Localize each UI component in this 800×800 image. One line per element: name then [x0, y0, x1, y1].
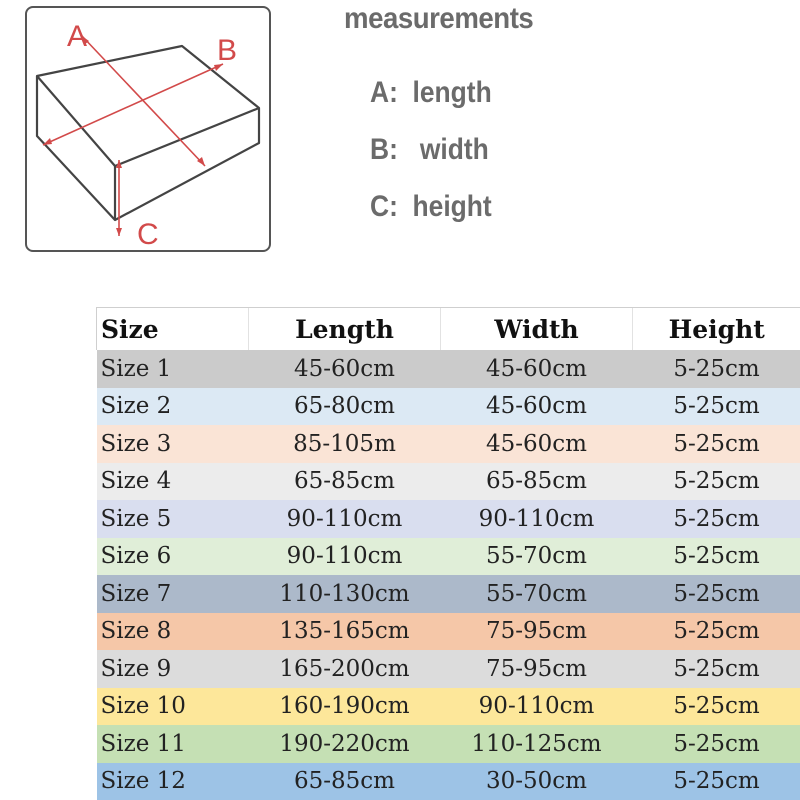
- header-height: Height: [633, 308, 800, 351]
- cell-size: Size 12: [100, 768, 186, 795]
- cell-size: Size 10: [100, 693, 186, 720]
- cell-size: Size 5: [100, 505, 172, 532]
- cell-width: 75-95cm: [486, 655, 587, 682]
- table-row: [97, 725, 800, 763]
- measurement-a: [370, 76, 492, 110]
- cell-height: 5-25cm: [673, 768, 760, 795]
- table-header-row: [97, 308, 800, 351]
- cell-width: 90-110cm: [478, 505, 595, 532]
- cell-length: 110-130cm: [279, 580, 410, 607]
- cell-size: Size 9: [100, 655, 172, 682]
- cell-length: 45-60cm: [294, 355, 395, 382]
- cell-length: 190-220cm: [279, 730, 410, 757]
- cell-width: 30-50cm: [486, 768, 587, 795]
- table-row: [97, 463, 800, 501]
- cell-size: Size 1: [100, 355, 172, 382]
- cushion-diagram: [25, 6, 271, 252]
- header-size: Size: [97, 308, 249, 351]
- cell-height: 5-25cm: [673, 655, 760, 682]
- cell-size: Size 3: [100, 430, 172, 457]
- size-table: [96, 307, 800, 800]
- cell-length: 65-80cm: [294, 393, 395, 420]
- measurement-c-key: C:: [370, 190, 398, 223]
- cell-width: 45-60cm: [486, 393, 587, 420]
- measurement-c: [370, 190, 492, 224]
- cell-size: Size 7: [100, 580, 172, 607]
- cushion-top-edge: [37, 76, 259, 166]
- cushion-diagram-svg: [27, 8, 269, 250]
- cell-size: Size 11: [100, 730, 186, 757]
- cell-length: 135-165cm: [279, 618, 410, 645]
- cell-width: 110-125cm: [471, 730, 602, 757]
- header-length: Length: [249, 308, 441, 351]
- cell-width: 45-60cm: [486, 430, 587, 457]
- cell-length: 90-110cm: [286, 505, 403, 532]
- cell-length: 65-85cm: [294, 468, 395, 495]
- cell-height: 5-25cm: [673, 618, 760, 645]
- cell-height: 5-25cm: [673, 693, 760, 720]
- table-row: [97, 575, 800, 613]
- cell-height: 5-25cm: [673, 730, 760, 757]
- cell-length: 90-110cm: [286, 543, 403, 570]
- cell-size: Size 2: [100, 393, 172, 420]
- cell-width: 55-70cm: [486, 580, 587, 607]
- table-row: [97, 388, 800, 426]
- cell-length: 165-200cm: [279, 655, 410, 682]
- cell-width: 90-110cm: [478, 693, 595, 720]
- cell-length: 65-85cm: [294, 768, 395, 795]
- cell-height: 5-25cm: [673, 468, 760, 495]
- cell-height: 5-25cm: [673, 393, 760, 420]
- cell-length: 85-105m: [293, 430, 396, 457]
- measurement-a-key: A:: [370, 76, 398, 109]
- measurement-b-key: B:: [370, 133, 398, 166]
- arrow-c-head-end: [116, 228, 122, 236]
- cell-height: 5-25cm: [673, 355, 760, 382]
- table-row: [97, 350, 800, 388]
- cell-width: 45-60cm: [486, 355, 587, 382]
- table-row: [97, 763, 800, 800]
- cell-width: 55-70cm: [486, 543, 587, 570]
- table-row: [97, 500, 800, 538]
- measurement-b: [370, 133, 489, 167]
- table-row: [97, 650, 800, 688]
- measurement-a-value: length: [412, 76, 492, 109]
- cell-size: Size 6: [100, 543, 172, 570]
- cell-height: 5-25cm: [673, 505, 760, 532]
- label-b: B: [217, 34, 238, 67]
- cell-height: 5-25cm: [673, 543, 760, 570]
- cell-length: 160-190cm: [279, 693, 410, 720]
- table-row: [97, 538, 800, 576]
- measurement-b-value: width: [419, 133, 489, 166]
- arrow-a: [82, 36, 205, 166]
- cell-size: Size 4: [100, 468, 172, 495]
- measurements-title: measurements: [344, 2, 534, 35]
- cell-height: 5-25cm: [673, 580, 760, 607]
- table-row: [97, 425, 800, 463]
- header-width: Width: [441, 308, 633, 351]
- arrow-b-head-start: [43, 138, 52, 145]
- measurement-c-value: height: [412, 190, 492, 223]
- table-row: [97, 613, 800, 651]
- table-body: [97, 350, 800, 800]
- cell-width: 65-85cm: [486, 468, 587, 495]
- label-a: A: [67, 20, 88, 53]
- table-row: [97, 688, 800, 726]
- cell-width: 75-95cm: [486, 618, 587, 645]
- cell-size: Size 8: [100, 618, 172, 645]
- cell-height: 5-25cm: [673, 430, 760, 457]
- label-c: C: [137, 218, 159, 250]
